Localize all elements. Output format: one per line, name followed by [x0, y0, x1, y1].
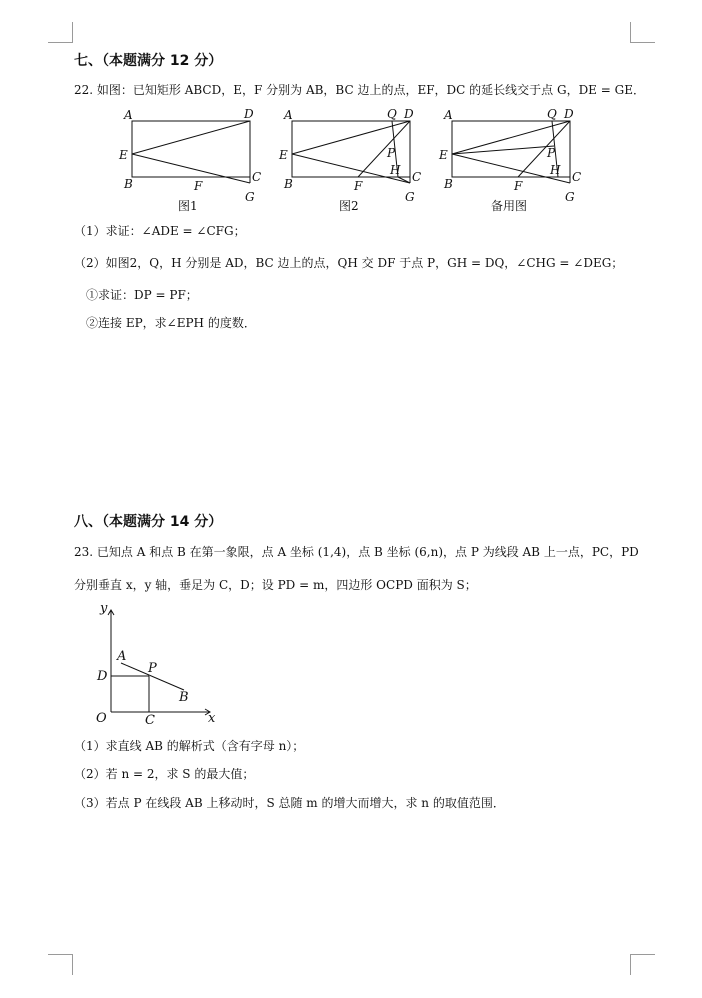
fig2-label-e: E: [279, 148, 288, 162]
label-p: P: [148, 661, 157, 676]
fig2-label-g: G: [405, 190, 415, 204]
fig1-label-c: C: [252, 170, 262, 184]
fig3-label-a: A: [444, 108, 453, 122]
fig3-label-g: G: [565, 190, 575, 204]
fig2-label-f: F: [354, 179, 363, 193]
fig3-segment-fd: [518, 121, 570, 177]
q22-sub2: ②连接 EP，求∠EPH 的度数．: [86, 316, 256, 330]
fig3-caption: 备用图: [491, 199, 528, 213]
fig1-caption: 图1: [178, 199, 198, 213]
fig3-label-d: D: [564, 107, 574, 121]
label-o: O: [96, 711, 107, 726]
q22-intro: 22. 如图：已知矩形 ABCD，E，F 分别为 AB，BC 边上的点，EF，DC 的延长线交于点 G，DE = GE．: [74, 83, 645, 97]
crop-mark-top-left: [48, 22, 73, 43]
section7-heading: 七、（本题满分 12 分）: [74, 53, 223, 69]
q23-part3: （3）若点 P 在线段 AB 上移动时，S 总随 m 的增大而增大，求 n 的取值范围．: [74, 796, 505, 810]
fig2-label-q: Q: [387, 107, 397, 121]
fig2-label-c: C: [412, 170, 422, 184]
fig3-label-e: E: [439, 148, 448, 162]
q23-part1: （1）求直线 AB 的解析式（含有字母 n）；: [74, 739, 305, 753]
label-c: C: [145, 713, 155, 728]
fig2-caption: 图2: [339, 199, 359, 213]
fig3-label-p: P: [547, 146, 556, 160]
fig1-label-d: D: [244, 107, 254, 121]
q22-part2: （2）如图2，Q，H 分别是 AD，BC 边上的点，QH 交 DF 于点 P，GH = DQ，∠CHG = ∠DEG；: [74, 256, 624, 270]
crop-mark-bottom-right: [630, 954, 655, 975]
fig2-label-h: H: [390, 163, 401, 177]
fig3-label-c: C: [572, 170, 582, 184]
label-a: A: [117, 649, 127, 664]
q22-part1: （1）求证：∠ADE = ∠CFG；: [74, 224, 246, 238]
section8-heading: 八、（本题满分 14 分）: [74, 514, 223, 530]
fig2-label-a: A: [284, 108, 293, 122]
fig1-label-f: F: [194, 179, 203, 193]
label-y: y: [100, 601, 108, 616]
fig1-segment-eg: [132, 154, 250, 183]
fig2-label-b: B: [284, 177, 293, 191]
figure-1: [132, 121, 250, 183]
q23-line1: 23. 已知点 A 和点 B 在第一象限，点 A 坐标 (1,4)，点 B 坐标 (6,n)，点 P 为线段 AB 上一点，PC，PD: [74, 545, 639, 559]
crop-mark-bottom-left: [48, 954, 73, 975]
fig2-segment-fd: [358, 121, 410, 177]
fig2-label-p: P: [387, 146, 396, 160]
q23-part2: （2）若 n = 2，求 S 的最大值；: [74, 767, 255, 781]
fig1-label-b: B: [124, 177, 133, 191]
fig1-label-a: A: [124, 108, 133, 122]
q22-sub1: ①求证：DP = PF；: [86, 288, 198, 302]
fig3-label-h: H: [550, 163, 561, 177]
label-x: x: [208, 711, 216, 726]
q23-figure: [90, 598, 230, 728]
crop-mark-top-right: [630, 22, 655, 43]
label-b: B: [179, 690, 189, 705]
fig2-label-d: D: [404, 107, 414, 121]
label-d: D: [97, 669, 108, 684]
q22-figures: [110, 104, 610, 214]
fig3-label-q: Q: [547, 107, 557, 121]
fig1-label-e: E: [119, 148, 128, 162]
fig1-label-g: G: [245, 190, 255, 204]
fig3-label-f: F: [514, 179, 523, 193]
q23-line2: 分别垂直 x，y 轴，垂足为 C，D；设 PD = m，四边形 OCPD 面积为 S；: [74, 578, 477, 592]
fig3-label-b: B: [444, 177, 453, 191]
fig1-segment-ed: [132, 121, 250, 154]
